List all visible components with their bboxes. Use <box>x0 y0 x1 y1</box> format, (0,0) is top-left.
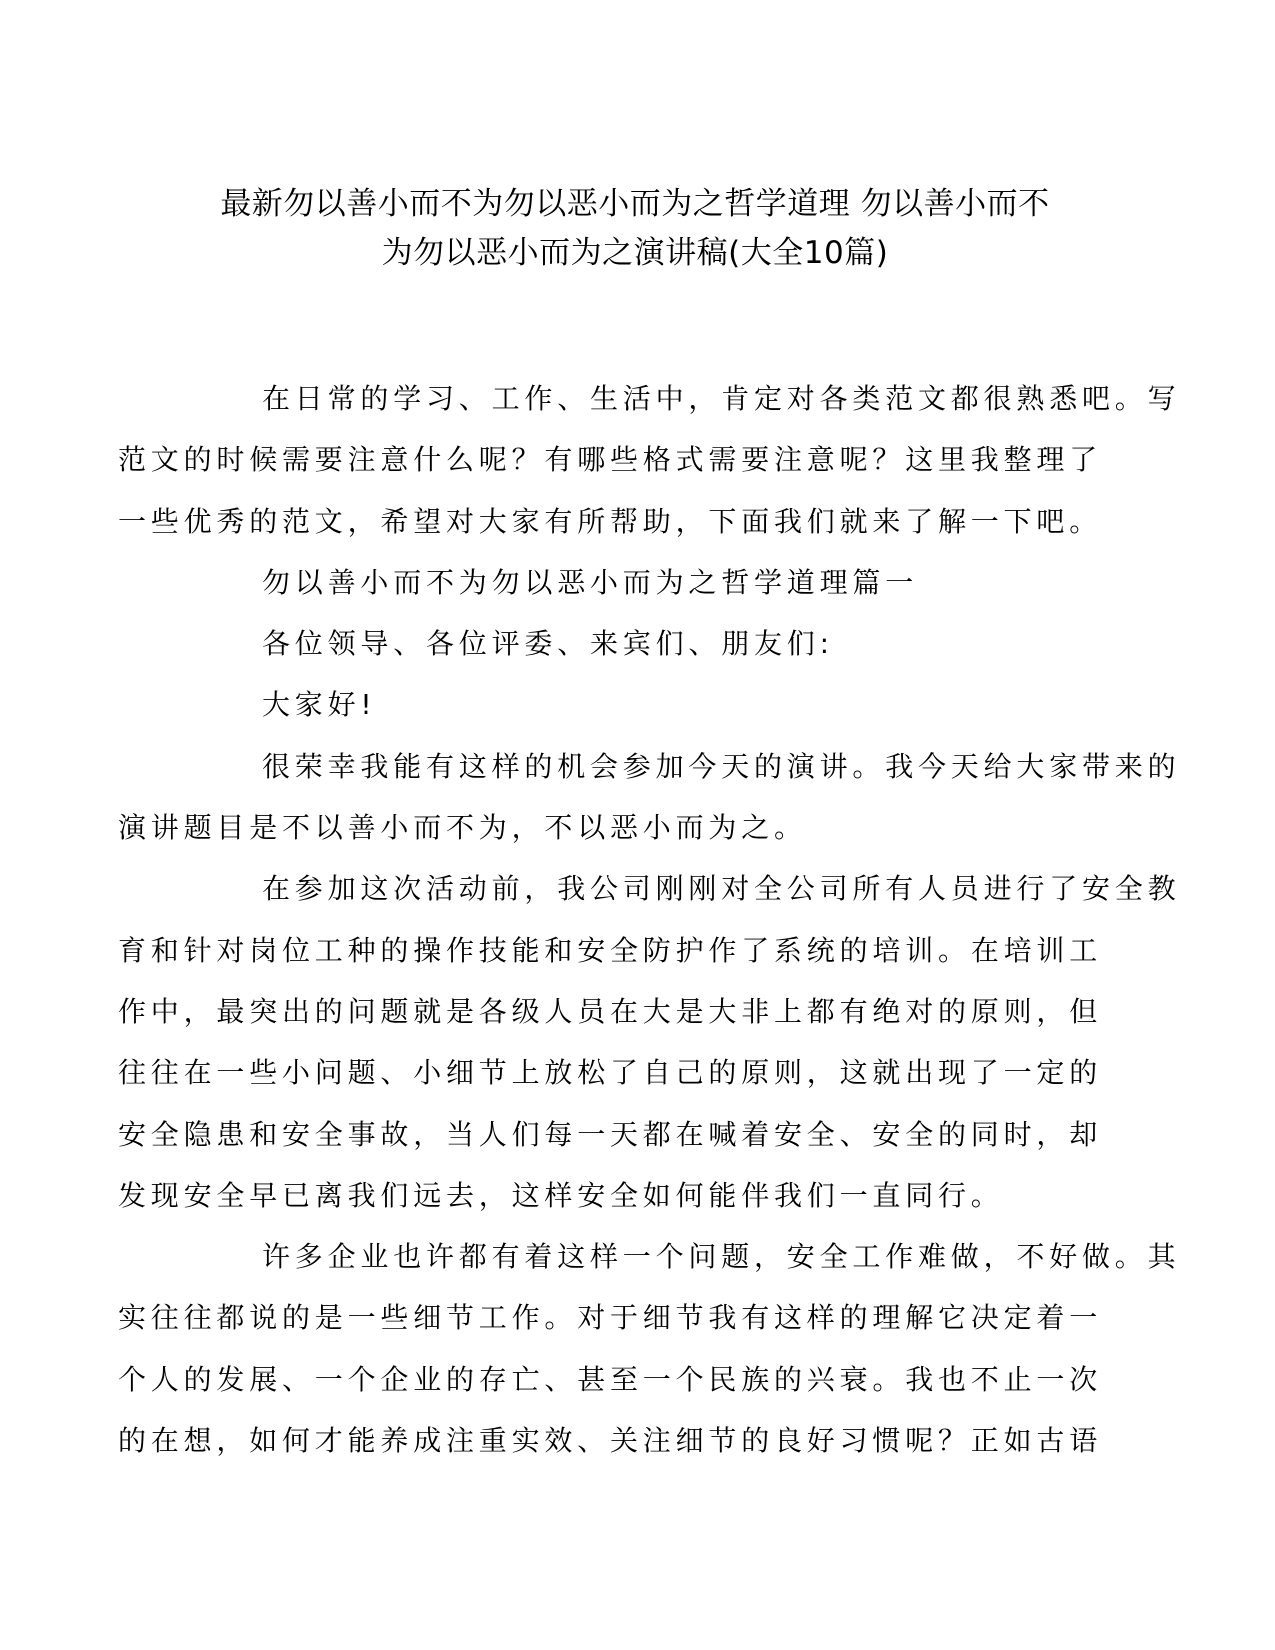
text-line: 发现安全早已离我们远去，这样安全如何能伴我们一直同行。 <box>118 1178 1004 1212</box>
text-line: 往往在一些小问题、小细节上放松了自己的原则，这就出现了一定的 <box>118 1056 1103 1090</box>
text-line: 各位领导、各位评委、来宾们、朋友们: <box>262 627 834 661</box>
text-line: 范文的时候需要注意什么呢？有哪些格式需要注意呢？这里我整理了 <box>118 443 1103 477</box>
text-line: 个人的发展、一个企业的存亡、甚至一个民族的兴衰。我也不止一次 <box>118 1362 1103 1396</box>
text-line: 许多企业也许都有着这样一个问题，安全工作难做，不好做。其 <box>262 1240 1181 1274</box>
paragraph-intro <box>118 368 1181 552</box>
text-line: 在参加这次活动前，我公司刚刚对全公司所有人员进行了安全教 <box>262 872 1181 906</box>
document-body <box>118 368 1181 1471</box>
text-line: 很荣幸我能有这样的机会参加今天的演讲。我今天给大家带来的 <box>262 749 1181 783</box>
text-line: 演讲题目是不以善小而不为，不以恶小而为之。 <box>118 811 807 845</box>
paragraph-salutation <box>190 613 1080 674</box>
text-line: 的在想，如何才能养成注重实效、关注细节的良好习惯呢？正如古语 <box>118 1424 1103 1458</box>
text-line: 实往往都说的是一些细节工作。对于细节我有这样的理解它决定着一 <box>118 1301 1103 1335</box>
section-heading <box>190 552 1080 613</box>
text-line: 在日常的学习、工作、生活中，肯定对各类范文都很熟悉吧。写 <box>262 382 1181 415</box>
paragraph-details <box>118 1226 1181 1471</box>
title-line-2: 为勿以恶小而为之演讲稿(大全10篇) <box>381 235 889 271</box>
document-title <box>180 180 1090 278</box>
paragraph-opening <box>118 736 1181 859</box>
text-line: 勿以善小而不为勿以恶小而为之哲学道理篇一 <box>262 565 919 599</box>
paragraph-training <box>118 858 1181 1226</box>
text-line: 育和针对岗位工种的操作技能和安全防护作了系统的培训。在培训工 <box>118 933 1103 967</box>
paragraph-greeting <box>190 674 1080 735</box>
title-line-1: 最新勿以善小而不为勿以恶小而为之哲学道理 勿以善小而不 <box>220 186 1050 222</box>
text-line: 安全隐患和安全事故，当人们每一天都在喊着安全、安全的同时，却 <box>118 1117 1103 1151</box>
text-line: 大家好! <box>262 688 377 722</box>
text-line: 作中，最突出的问题就是各级人员在大是大非上都有绝对的原则，但 <box>118 994 1103 1028</box>
text-line: 一些优秀的范文，希望对大家有所帮助，下面我们就来了解一下吧。 <box>118 504 1103 538</box>
